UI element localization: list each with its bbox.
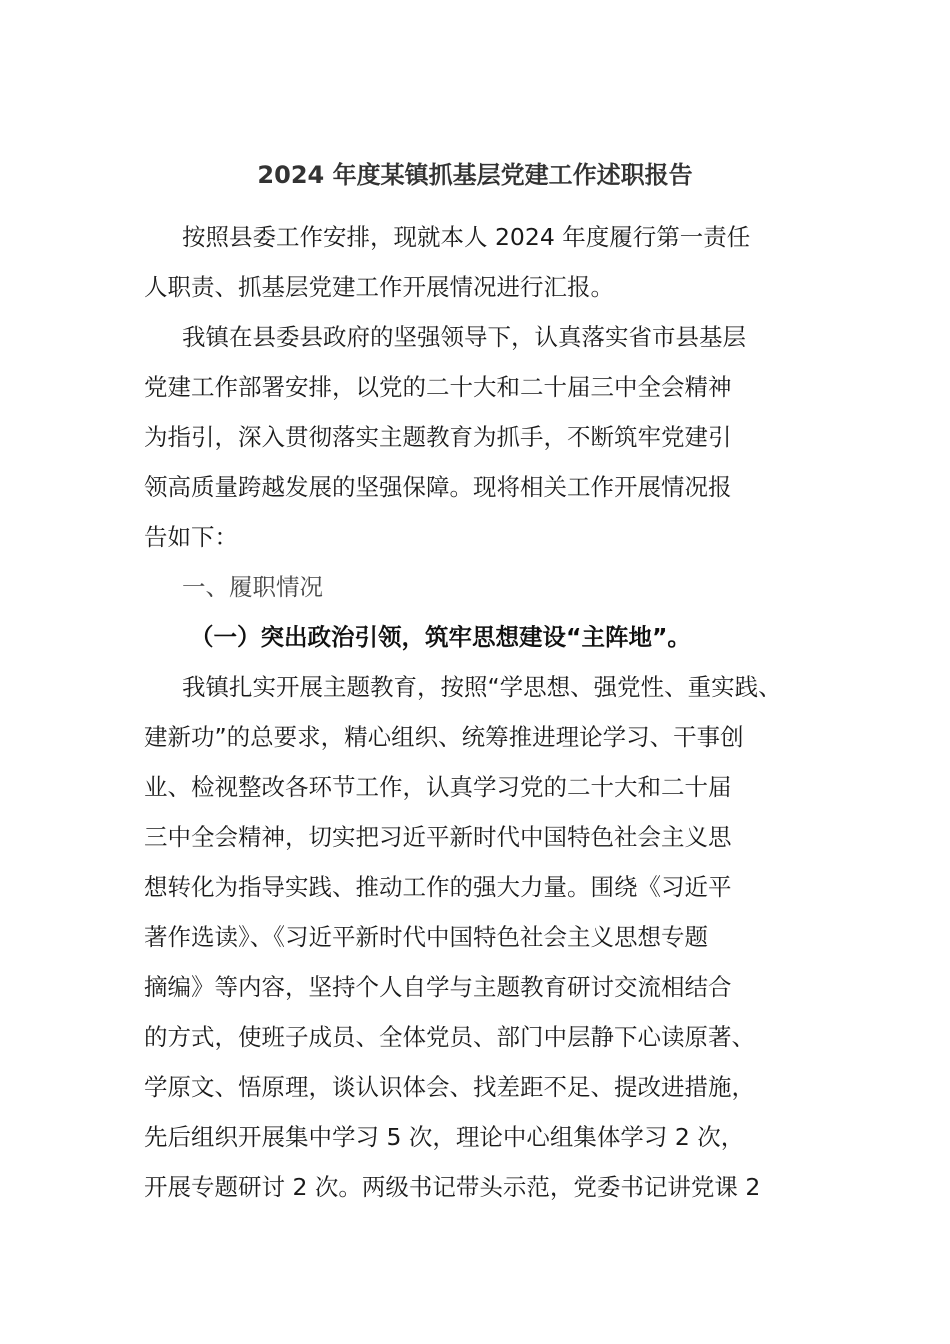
paragraph-line: 开展专题研讨 2 次。两级书记带头示范，党委书记讲党课 2: [144, 1173, 761, 1201]
paragraph-line: 告如下：: [144, 523, 238, 551]
paragraph-line: 按照县委工作安排，现就本人 2024 年度履行第一责任: [182, 223, 751, 251]
paragraph-line: 三中全会精神，切实把习近平新时代中国特色社会主义思: [144, 823, 732, 851]
paragraph-line: 党建工作部署安排，以党的二十大和二十届三中全会精神: [144, 373, 732, 401]
paragraph-line: 业、检视整改各环节工作，认真学习党的二十大和二十届: [144, 773, 732, 801]
paragraph-line: 我镇在县委县政府的坚强领导下，认真落实省市县基层: [182, 323, 746, 351]
paragraph-line: 的方式，使班子成员、全体党员、部门中层静下心读原著、: [144, 1023, 755, 1051]
paragraph-line: 摘编》等内容，坚持个人自学与主题教育研讨交流相结合: [144, 973, 732, 1001]
paragraph-line: 领高质量跨越发展的坚强保障。现将相关工作开展情况报: [144, 473, 732, 501]
paragraph-line: 想转化为指导实践、推动工作的强大力量。围绕《习近平: [144, 873, 732, 901]
paragraph-line: 著作选读》、《习近平新时代中国特色社会主义思想专题: [144, 923, 708, 951]
paragraph-line: 学原文、悟原理，谈认识体会、找差距不足、提改进措施，: [144, 1073, 755, 1101]
document-title: 2024 年度某镇抓基层党建工作述职报告: [257, 161, 693, 189]
subsection-heading: （一）突出政治引领，筑牢思想建设“主阵地”。: [190, 623, 691, 651]
paragraph-line: 我镇扎实开展主题教育，按照“学思想、强党性、重实践、: [182, 673, 782, 701]
paragraph-line: 先后组织开展集中学习 5 次，理论中心组集体学习 2 次，: [144, 1123, 745, 1151]
paragraph-line: 人职责、抓基层党建工作开展情况进行汇报。: [144, 273, 614, 301]
section-heading: 一、履职情况: [182, 573, 323, 601]
paragraph-line: 建新功”的总要求，精心组织、统筹推进理论学习、干事创: [144, 723, 744, 751]
paragraph-line: 为指引，深入贯彻落实主题教育为抓手，不断筑牢党建引: [144, 423, 732, 451]
